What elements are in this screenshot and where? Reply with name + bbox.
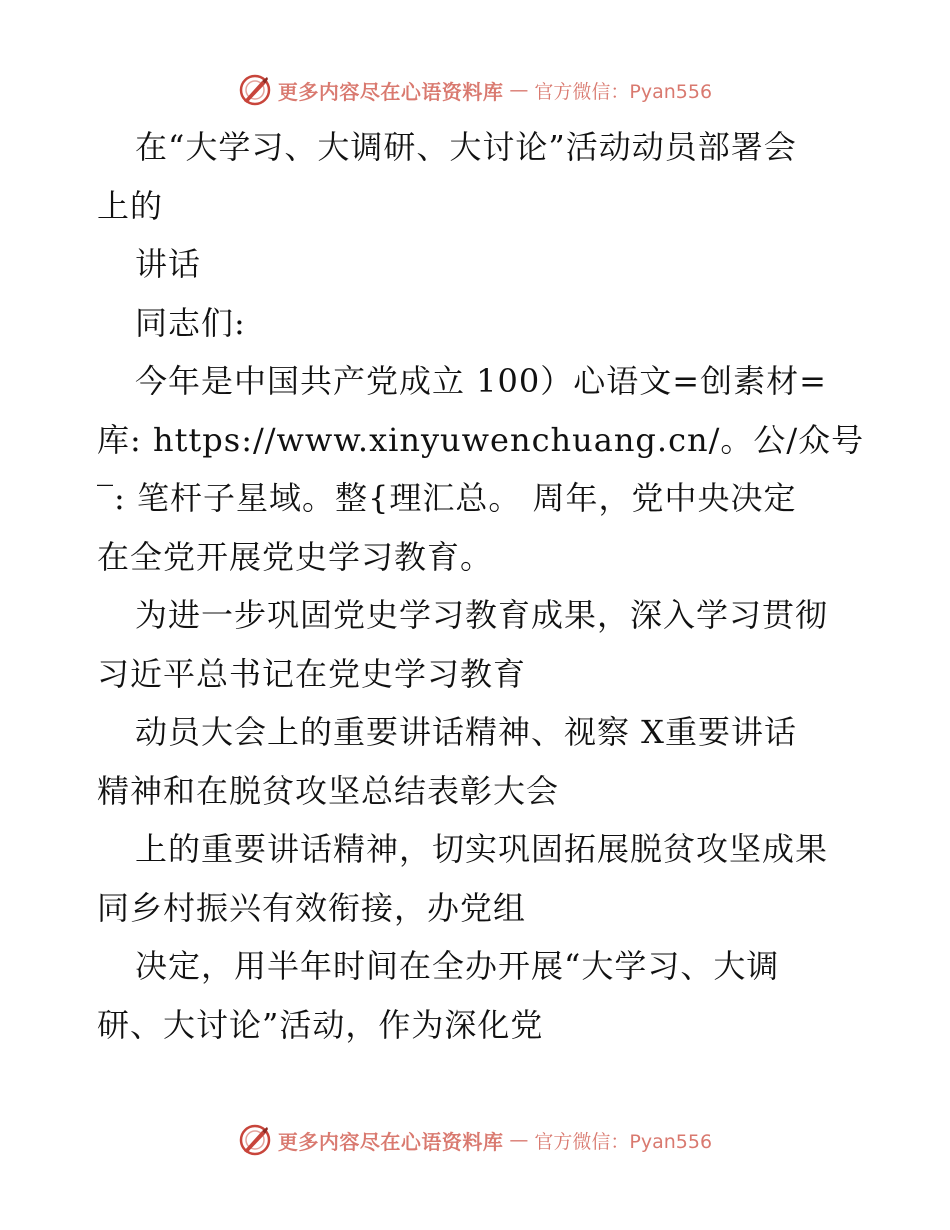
paragraph-line: 为进一步巩固党史学习教育成果，深入学习贯彻 (135, 596, 829, 634)
paragraph-line: 上的重要讲话精神，切实巩固拓展脱贫攻坚成果 (135, 830, 829, 868)
paragraph-line: ‾: 笔杆子星域。整{理汇总。 周年，党中央决定 (97, 479, 797, 517)
title-line-2: 上的 (97, 186, 164, 225)
document-body (97, 118, 865, 1054)
paragraph-line: 决定，用半年时间在全办开展“大学习、大调 (135, 947, 780, 985)
watermark-wechat-text: 官方微信：Pyan556 (534, 80, 713, 103)
pen-logo-icon (238, 1123, 272, 1157)
paragraph-line: 习近平总书记在党史学习教育 (97, 654, 527, 693)
paragraph-line: 在全党开展党史学习教育。 (97, 537, 494, 576)
title-line-3: 讲话 (135, 245, 202, 283)
paragraph-line: 动员大会上的重要讲话精神、视察 X重要讲话 (135, 713, 797, 751)
header-watermark (0, 72, 950, 108)
watermark-wechat-text: 官方微信：Pyan556 (534, 1130, 713, 1153)
paragraph-line: 库: https://www.xinyuwenchuang.cn/。公/众号 (97, 420, 865, 459)
salutation: 同志们: (135, 303, 246, 342)
paragraph-line: 研、大讨论”活动，作为深化党 (97, 1005, 544, 1044)
paragraph-line: 同乡村振兴有效衔接，办党组 (97, 888, 527, 927)
watermark-main-text: 更多内容尽在心语资料库 (277, 1129, 504, 1154)
pen-logo-icon (238, 73, 272, 107)
paragraph-line: 今年是中国共产党成立 100）心语文=创素材= (135, 362, 827, 400)
title-line-1: 在“大学习、大调研、大讨论”活动动员部署会 (135, 128, 797, 166)
paragraph-line: 精神和在脱贫攻坚总结表彰大会 (97, 771, 560, 810)
watermark-main-text: 更多内容尽在心语资料库 (277, 79, 504, 104)
watermark-dash: — (509, 79, 529, 101)
footer-watermark (0, 1122, 950, 1158)
watermark-dash: — (509, 1129, 529, 1151)
